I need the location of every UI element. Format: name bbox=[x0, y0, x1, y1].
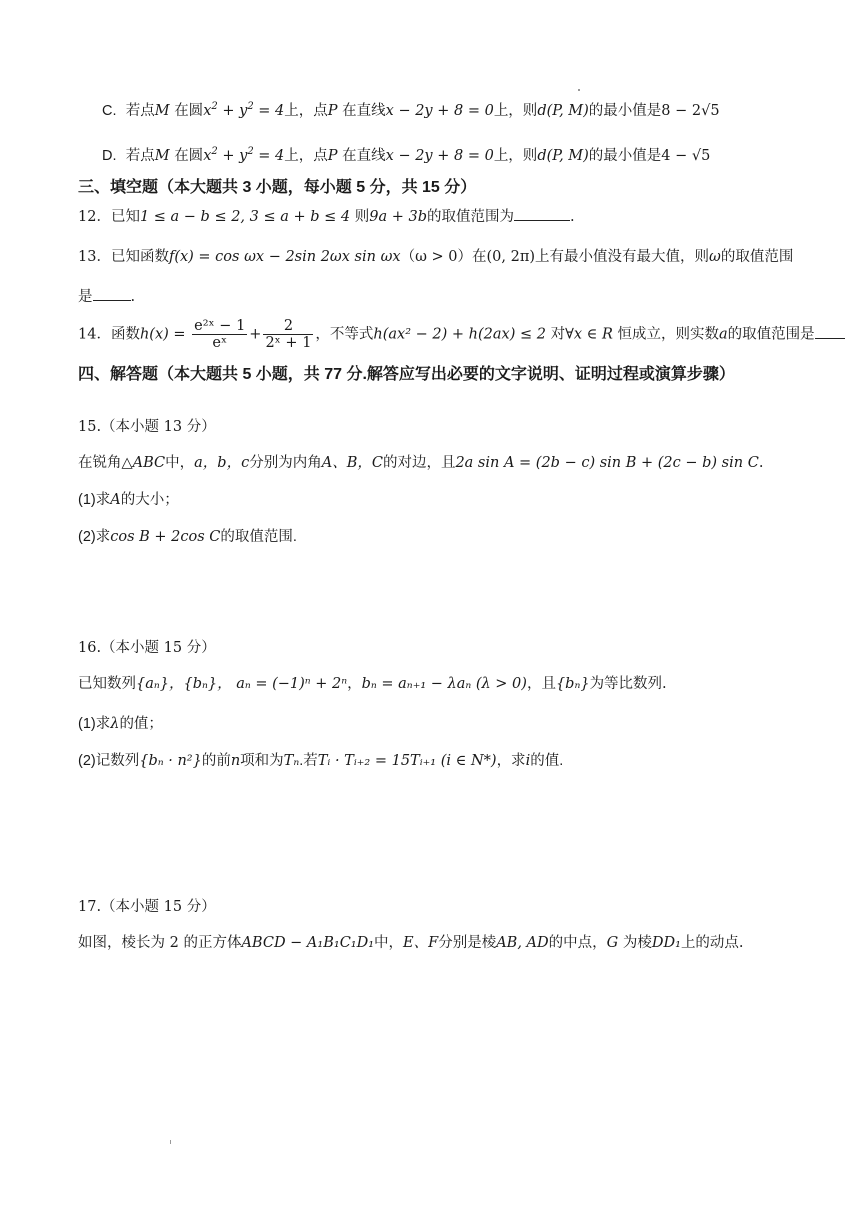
line-eq: x − 2y + 8 = 0 bbox=[385, 147, 494, 164]
text: 上，点 bbox=[284, 102, 328, 119]
denominator: eˣ bbox=[212, 335, 228, 351]
text: 分别为内角 bbox=[249, 455, 322, 471]
question-number: 13． bbox=[78, 249, 111, 265]
angles: A、B，C bbox=[321, 455, 383, 471]
text: 在锐角 bbox=[78, 455, 122, 471]
text: 已知数列 bbox=[78, 676, 136, 692]
text: 上有最小值没有最大值，则 bbox=[535, 249, 710, 265]
text: 上，则 bbox=[493, 102, 538, 119]
text: 项和为 bbox=[240, 753, 284, 769]
text: 如图，棱长为 2 的正方体 bbox=[78, 935, 242, 951]
var-a: a bbox=[719, 326, 728, 343]
target-expr: 9a + 3b bbox=[369, 209, 427, 225]
function-def: f(x) = cos ωx − 2sin 2ωx sin ωx bbox=[168, 249, 401, 265]
cube: ABCD − A₁B₁C₁D₁ bbox=[241, 935, 375, 951]
var-p: P bbox=[327, 102, 338, 119]
question-14 bbox=[78, 318, 840, 351]
text: ，且 bbox=[526, 676, 556, 692]
option-label: C. bbox=[102, 102, 117, 119]
sequence: {bₙ · n²} bbox=[139, 753, 202, 769]
text: 中， bbox=[374, 935, 404, 951]
part-label: (2)求 bbox=[78, 529, 111, 545]
text: 的取值范围是 bbox=[727, 326, 815, 343]
sequences: {aₙ}，{bₙ}， bbox=[136, 676, 232, 692]
b-sequence: {bₙ} bbox=[555, 676, 590, 692]
plus-sign: + bbox=[249, 326, 262, 343]
text: .若 bbox=[299, 753, 318, 769]
text: 已知 bbox=[110, 209, 140, 225]
scan-speck bbox=[578, 89, 580, 91]
text: 则 bbox=[354, 209, 370, 225]
condition: Tᵢ · Tᵢ₊₂ = 15Tᵢ₊₁ (i ∈ N*) bbox=[317, 753, 497, 769]
circle-eq: $x^2 + y^2 = 4$ bbox=[203, 146, 285, 164]
sides: a，b，c bbox=[194, 455, 250, 471]
question-16-part-2 bbox=[78, 750, 800, 772]
text: 为等比数列. bbox=[589, 676, 667, 692]
an-formula: aₙ = (−1)ⁿ + 2ⁿ bbox=[236, 676, 348, 692]
point-g: G bbox=[606, 935, 619, 951]
text: 为棱 bbox=[622, 935, 652, 951]
interval: (0, 2π) bbox=[486, 249, 536, 265]
text: 中， bbox=[165, 455, 195, 471]
text: 恒成立，则实数 bbox=[617, 326, 719, 343]
edge-dd1: DD₁ bbox=[651, 935, 681, 951]
text: 在直线 bbox=[342, 147, 386, 164]
question-15-part-1 bbox=[78, 489, 800, 511]
option-c-answer: 8 − 2√5 bbox=[661, 102, 720, 119]
expr: cos B + 2cos C bbox=[110, 529, 221, 545]
var-i: i bbox=[525, 753, 531, 769]
question-number: 12． bbox=[78, 209, 111, 225]
bn-formula: bₙ = aₙ₊₁ − λaₙ (λ > 0) bbox=[361, 676, 527, 692]
text: . bbox=[758, 455, 764, 471]
circle-eq: $x^2 + y^2 = 4$ bbox=[203, 101, 285, 119]
equation: 2a sin A = (2b − c) sin B + (2c − b) sin C bbox=[455, 455, 759, 471]
text: 已知函数 bbox=[110, 249, 169, 265]
distance-expr: d(P, M) bbox=[537, 147, 589, 164]
text: 的大小； bbox=[120, 492, 179, 508]
question-16-header: 16.（本小题 15 分） bbox=[78, 640, 216, 656]
var-a-angle: A bbox=[110, 492, 121, 508]
question-13 bbox=[78, 246, 800, 268]
question-17-header: 17.（本小题 15 分） bbox=[78, 899, 216, 915]
points-ef: E、F bbox=[403, 935, 439, 951]
question-number: 14． bbox=[78, 326, 111, 343]
text: ，求 bbox=[496, 753, 526, 769]
scan-speck bbox=[170, 1140, 171, 1144]
text: 分别是棱 bbox=[438, 935, 497, 951]
fraction-1 bbox=[192, 318, 247, 351]
text: 在圆 bbox=[174, 147, 204, 164]
var-m: M bbox=[154, 102, 170, 119]
text: 的前 bbox=[201, 753, 231, 769]
text: 的值. bbox=[530, 753, 564, 769]
var-p: P bbox=[327, 147, 338, 164]
option-d bbox=[102, 141, 800, 167]
text: 在直线 bbox=[342, 102, 386, 119]
text: 上，则 bbox=[493, 147, 538, 164]
text: 在圆 bbox=[174, 102, 204, 119]
answer-blank bbox=[514, 206, 570, 221]
question-12 bbox=[78, 206, 800, 228]
var-m: M bbox=[154, 147, 170, 164]
question-13-line2 bbox=[78, 286, 800, 308]
denominator: 2ˣ + 1 bbox=[265, 335, 312, 351]
text: 在 bbox=[472, 249, 487, 265]
text: 对 bbox=[550, 326, 566, 343]
text: 上的动点. bbox=[680, 935, 744, 951]
triangle: △ABC bbox=[121, 455, 166, 471]
text: ， bbox=[347, 676, 362, 692]
text: 的最小值是 bbox=[588, 147, 662, 164]
inequality: h(ax² − 2) + h(2ax) ≤ 2 bbox=[373, 326, 546, 343]
text: 的取值范围为 bbox=[427, 209, 514, 225]
question-16-part-1 bbox=[78, 713, 800, 735]
answer-blank bbox=[815, 324, 845, 339]
text: 若点 bbox=[125, 147, 155, 164]
answer-blank bbox=[93, 286, 131, 301]
var-n: n bbox=[230, 753, 241, 769]
line-eq: x − 2y + 8 = 0 bbox=[385, 102, 494, 119]
var-omega: ω bbox=[709, 249, 721, 265]
numerator: 2 bbox=[263, 318, 313, 335]
var-tn: Tₙ bbox=[283, 753, 300, 769]
option-label: D. bbox=[102, 147, 117, 164]
option-c bbox=[102, 96, 800, 122]
question-15-stem bbox=[78, 452, 800, 474]
text: 上，点 bbox=[284, 147, 328, 164]
text: 的取值范围 bbox=[720, 249, 794, 265]
text: 的中点， bbox=[548, 935, 607, 951]
question-16-stem bbox=[78, 673, 800, 695]
edges: AB, AD bbox=[496, 935, 549, 951]
part-label: (2)记数列 bbox=[78, 753, 140, 769]
var-lambda: λ bbox=[110, 716, 120, 732]
text: 的对边，且 bbox=[382, 455, 456, 471]
text: 的值； bbox=[119, 716, 163, 732]
quantifier: ∀x ∈ R bbox=[565, 326, 613, 343]
text: 函数 bbox=[110, 326, 140, 343]
text: . bbox=[570, 209, 575, 225]
condition: 1 ≤ a − b ≤ 2, 3 ≤ a + b ≤ 4 bbox=[139, 209, 351, 225]
distance-expr: d(P, M) bbox=[537, 102, 589, 119]
question-17-stem bbox=[78, 932, 800, 954]
text: （ω > 0） bbox=[400, 249, 472, 265]
text: ，不等式 bbox=[315, 326, 374, 343]
question-15-part-2 bbox=[78, 526, 800, 548]
text: 的最小值是 bbox=[588, 102, 662, 119]
function-h: h(x) = bbox=[139, 326, 186, 343]
part-label: (1)求 bbox=[78, 716, 111, 732]
numerator: e²ˣ − 1 bbox=[194, 318, 246, 334]
section-4-heading: 四、解答题（本大题共 5 小题，共 77 分.解答应写出必要的文字说明、证明过程或演算步骤） bbox=[78, 366, 735, 383]
text: 的取值范围. bbox=[220, 529, 297, 545]
part-label: (1)求 bbox=[78, 492, 111, 508]
question-15-header: 15.（本小题 13 分） bbox=[78, 419, 216, 435]
option-d-answer: 4 − √5 bbox=[661, 147, 711, 164]
text: 是 bbox=[78, 289, 93, 305]
text: . bbox=[130, 289, 136, 305]
fraction-2 bbox=[263, 318, 313, 351]
section-3-heading: 三、填空题（本大题共 3 小题，每小题 5 分，共 15 分） bbox=[78, 179, 477, 196]
text: 若点 bbox=[125, 102, 155, 119]
